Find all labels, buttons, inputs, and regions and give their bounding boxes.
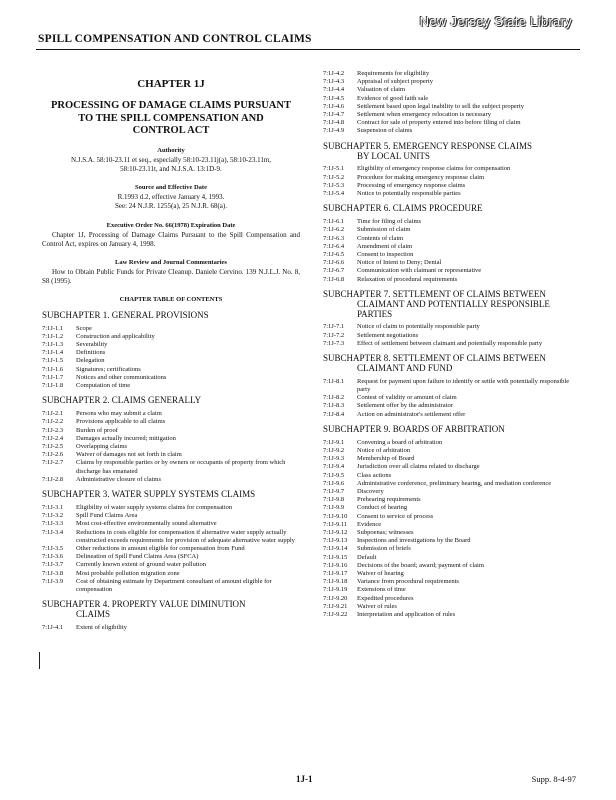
section-title: Action on administrator's settlement offer xyxy=(357,410,466,418)
section-title: Delegation xyxy=(76,357,105,365)
section-title: Discovery xyxy=(357,487,384,495)
right-table-of-contents xyxy=(323,142,579,620)
toc-entry xyxy=(323,174,579,182)
section-number: 7:1J-4.8 xyxy=(323,119,345,127)
toc-entry xyxy=(323,119,579,127)
section-title: Eligibility of water supply systems claims for compensation xyxy=(76,503,233,511)
section-title: Severability xyxy=(76,341,108,349)
section-title: Waiver of damages not set forth in claim xyxy=(76,451,182,459)
toc-entry xyxy=(323,127,579,135)
section-title: Relaxation of procedural requirements xyxy=(357,275,458,283)
section-number: 7:1J-9.21 xyxy=(323,602,348,610)
toc-entry xyxy=(42,624,300,632)
section-title: Suspension of claims xyxy=(357,127,413,135)
page-number: 1J-1 xyxy=(296,774,313,784)
section-number: 7:1J-6.8 xyxy=(323,275,345,283)
section-number: 7:1J-1.6 xyxy=(42,365,64,373)
subchapter-heading-line: SUBCHAPTER 6. CLAIMS PROCEDURE xyxy=(323,203,483,214)
section-number: 7:1J-3.7 xyxy=(42,561,64,569)
section-number: 7:1J-9.11 xyxy=(323,520,348,528)
toc-entry xyxy=(323,218,579,226)
section-title: Construction and applicability xyxy=(76,332,155,340)
subchapter-heading-line: CLAIMANT AND FUND xyxy=(357,362,453,373)
toc-entry xyxy=(42,476,300,484)
toc-entry xyxy=(42,349,300,357)
subchapter-heading xyxy=(42,490,300,500)
section-number: 7:1J-6.1 xyxy=(323,218,345,226)
section-title: Burden of proof xyxy=(76,426,118,434)
section-title: Default xyxy=(357,553,377,561)
section-number: 7:1J-5.2 xyxy=(323,173,345,181)
section-number: 7:1J-4.2 xyxy=(323,70,345,77)
section-title: Administrative conference, preliminary hearing, and mediation conference xyxy=(357,479,552,487)
toc-entry xyxy=(323,235,579,243)
section-title: Notices and other communications xyxy=(76,373,167,381)
toc-entry xyxy=(323,411,579,419)
section-title: Most probable pollution migration zone xyxy=(76,569,180,577)
section-title: Convening a board of arbitration xyxy=(357,438,443,446)
section-number: 7:1J-5.3 xyxy=(323,181,345,189)
section-title: Spill Fund Claims Area xyxy=(76,512,138,520)
section-title: Prehearing requirements xyxy=(357,496,421,504)
toc-entry xyxy=(42,325,300,333)
section-number: 7:1J-9.19 xyxy=(323,586,348,594)
toc-entry xyxy=(323,340,579,348)
section-title: Class actions xyxy=(357,471,392,479)
toc-entry xyxy=(323,562,579,570)
toc-entry xyxy=(323,243,579,251)
section-number: 7:1J-9.13 xyxy=(323,537,348,545)
section-title: Decisions of the board; award; payment of claim xyxy=(357,561,484,569)
section-number: 7:1J-1.2 xyxy=(42,332,64,340)
section-title: Subpoenas; witnesses xyxy=(357,528,414,536)
toc-entry xyxy=(323,537,579,545)
source-line: See: 24 N.J.R. 1255(a), 25 N.J.R. 68(a). xyxy=(115,202,227,211)
subchapter-heading xyxy=(323,290,579,320)
section-title: Waiver of rules xyxy=(357,602,397,610)
toc-entry xyxy=(323,595,579,603)
section-number: 7:1J-4.3 xyxy=(323,78,345,86)
running-head: SPILL COMPENSATION AND CONTROL CLAIMS xyxy=(38,33,312,45)
section-title: Consent to inspection xyxy=(357,250,414,258)
section-number: 7:1J-6.3 xyxy=(323,234,345,242)
section-number: 7:1J-3.9 xyxy=(42,577,64,585)
section-title: Eligibility of emergency response claims for compensation xyxy=(357,165,511,173)
toc-entry xyxy=(42,366,300,374)
section-number: 7:1J-3.6 xyxy=(42,553,64,561)
toc-entry xyxy=(323,70,579,78)
section-number: 7:1J-9.22 xyxy=(323,610,348,618)
executive-order-label: Executive Order No. 66(1978) Expiration Date xyxy=(106,221,236,229)
subchapter-heading xyxy=(323,204,579,214)
section-number: 7:1J-9.20 xyxy=(323,594,348,602)
section-number: 7:1J-6.5 xyxy=(323,250,345,258)
chapter-heading-line: CONTROL ACT xyxy=(132,125,210,137)
section-title: Extensions of time xyxy=(357,586,406,594)
section-number: 7:1J-3.1 xyxy=(42,503,64,511)
section-number: 7:1J-2.4 xyxy=(42,434,64,442)
toc-entry xyxy=(323,603,579,611)
toc-entry xyxy=(323,267,579,275)
toc-entry xyxy=(323,472,579,480)
toc-entry xyxy=(42,520,300,528)
left-column xyxy=(42,70,300,632)
section-title: Cost of obtaining estimate by Department consultant of amount eligible for compensation xyxy=(76,577,272,593)
section-title: Reductions in costs eligible for compensation if alternative water supply actually constructed exceeds requirements for provision of adequate alternative water supply xyxy=(76,528,295,544)
section-number: 7:1J-9.8 xyxy=(323,496,345,504)
section-number: 7:1J-8.2 xyxy=(323,394,345,402)
right-continued-items xyxy=(323,70,579,136)
section-title: Notice of arbitration xyxy=(357,446,411,454)
section-number: 7:1J-4.5 xyxy=(323,94,345,102)
toc-entry xyxy=(323,378,579,394)
section-title: Request for payment upon failure to identify or settle with potentially responsible party xyxy=(357,377,570,393)
section-number: 7:1J-9.5 xyxy=(323,471,345,479)
toc-entry xyxy=(323,529,579,537)
subchapter-heading-line: SUBCHAPTER 2. CLAIMS GENERALLY xyxy=(42,395,202,406)
section-title: Evidence of good faith sale xyxy=(357,94,429,102)
section-title: Contest of validity or amount of claim xyxy=(357,394,457,402)
source-label: Source and Effective Date xyxy=(135,184,207,192)
law-review-label: Law Review and Journal Commentaries xyxy=(115,259,227,267)
section-number: 7:1J-8.4 xyxy=(323,410,345,418)
toc-entry xyxy=(42,427,300,435)
toc-entry xyxy=(323,545,579,553)
toc-entry xyxy=(323,586,579,594)
toc-entry xyxy=(323,455,579,463)
section-number: 7:1J-8.1 xyxy=(323,377,345,385)
section-number: 7:1J-3.5 xyxy=(42,544,64,552)
toc-entry xyxy=(323,78,579,86)
subchapter-heading-line: SUBCHAPTER 7. SETTLEMENT OF CLAIMS BETWEEN xyxy=(323,288,546,299)
section-title: Appraisal of subject property xyxy=(357,78,433,86)
section-title: Overlapping claims xyxy=(76,443,128,450)
subchapter-heading-line: SUBCHAPTER 5. EMERGENCY RESPONSE CLAIMS xyxy=(323,140,532,151)
section-title: Jurisdiction over all claims related to discharge xyxy=(357,463,480,471)
section-title: Administrative closure of claims xyxy=(76,475,162,483)
section-title: Extent of eligibility xyxy=(76,623,127,631)
authority-text xyxy=(42,156,300,174)
section-number: 7:1J-4.7 xyxy=(323,111,345,119)
section-title: Most cost-effective environmentally sound alternative xyxy=(76,520,217,528)
library-stamp: New Jersey State Library xyxy=(419,14,572,29)
section-number: 7:1J-2.7 xyxy=(42,459,64,467)
toc-entry xyxy=(323,259,579,267)
toc-entry xyxy=(42,512,300,520)
section-number: 7:1J-7.1 xyxy=(323,323,345,331)
toc-entry xyxy=(323,95,579,103)
section-title: Contract for sale of property entered into before filing of claim xyxy=(357,119,521,127)
section-number: 7:1J-6.4 xyxy=(323,242,345,250)
section-number: 7:1J-6.7 xyxy=(323,267,345,275)
toc-entry xyxy=(323,182,579,190)
toc-entry xyxy=(323,251,579,259)
section-title: Settlement offer by the administrator xyxy=(357,402,453,410)
section-number: 7:1J-1.4 xyxy=(42,349,64,357)
section-number: 7:1J-4.9 xyxy=(323,127,345,135)
subchapter-heading xyxy=(323,354,579,374)
section-number: 7:1J-9.7 xyxy=(323,487,345,495)
subchapter-heading-line: PARTIES xyxy=(357,308,393,319)
subchapter-heading-line: BY LOCAL UNITS xyxy=(357,150,430,161)
toc-entry xyxy=(323,447,579,455)
section-number: 7:1J-9.10 xyxy=(323,512,348,520)
section-title: Submission of claim xyxy=(357,226,411,234)
section-number: 7:1J-9.12 xyxy=(323,528,348,536)
section-title: Procedure for making emergency response claim xyxy=(357,173,485,181)
chapter-heading-line: TO THE SPILL COMPENSATION AND xyxy=(78,112,264,124)
toc-entry xyxy=(323,332,579,340)
section-title: Notice of Intent to Deny; Denial xyxy=(357,259,442,267)
toc-entry xyxy=(323,111,579,119)
toc-entry xyxy=(42,578,300,594)
section-number: 7:1J-9.15 xyxy=(323,553,348,561)
section-title: Other reductions in amount eligible for compensation from Fund xyxy=(76,544,245,552)
toc-entry xyxy=(323,276,579,284)
margin-mark xyxy=(39,652,40,669)
section-title: Processing of emergency response claims xyxy=(357,181,466,189)
section-number: 7:1J-9.1 xyxy=(323,438,345,446)
chapter-heading xyxy=(42,100,300,138)
toc-entry xyxy=(42,459,300,475)
subchapter-heading xyxy=(323,425,579,435)
section-title: Variance from procedural requirements xyxy=(357,578,459,586)
section-number: 7:1J-9.17 xyxy=(323,569,348,577)
section-number: 7:1J-2.3 xyxy=(42,426,64,434)
section-number: 7:1J-1.5 xyxy=(42,357,64,365)
section-number: 7:1J-2.6 xyxy=(42,451,64,459)
toc-entry xyxy=(42,443,300,451)
toc-entry xyxy=(42,382,300,390)
toc-entry xyxy=(323,226,579,234)
section-title: Notice to potentially responsible parties xyxy=(357,190,461,198)
toc-entry xyxy=(323,480,579,488)
toc-entry xyxy=(323,504,579,512)
toc-entry xyxy=(323,86,579,94)
section-title: Persons who may submit a claim xyxy=(76,410,162,418)
section-number: 7:1J-7.3 xyxy=(323,339,345,347)
header-rule xyxy=(36,49,580,50)
supplement-date: Supp. 8-4-97 xyxy=(531,774,576,784)
section-number: 7:1J-9.2 xyxy=(323,446,345,454)
source-line: R.1993 d.2, effective January 4, 1993. xyxy=(117,193,225,202)
law-review-text: How to Obtain Public Funds for Private Cleanup. Daniele Cervino. 139 N.J.L.J. No. 8, S8 (1995). xyxy=(42,268,300,286)
toc-entry xyxy=(323,513,579,521)
section-number: 7:1J-9.4 xyxy=(323,463,345,471)
subchapter-heading-line: SUBCHAPTER 4. PROPERTY VALUE DIMINUTION xyxy=(42,599,246,610)
section-number: 7:1J-8.3 xyxy=(323,402,345,410)
section-title: Currently known extent of ground water pollution xyxy=(76,561,206,569)
toc-entry xyxy=(42,529,300,545)
section-number: 7:1J-4.6 xyxy=(323,102,345,110)
section-number: 7:1J-9.14 xyxy=(323,545,348,553)
section-number: 7:1J-1.7 xyxy=(42,373,64,381)
section-number: 7:1J-5.4 xyxy=(323,190,345,198)
section-number: 7:1J-3.8 xyxy=(42,569,64,577)
toc-entry xyxy=(42,553,300,561)
section-number: 7:1J-3.4 xyxy=(42,528,64,536)
subchapter-heading-line: SUBCHAPTER 3. WATER SUPPLY SYSTEMS CLAIMS xyxy=(42,489,256,500)
section-title: Scope xyxy=(76,324,92,332)
subchapter-heading-line: SUBCHAPTER 8. SETTLEMENT OF CLAIMS BETWEEN xyxy=(323,353,546,364)
toc-entry xyxy=(42,545,300,553)
toc-entry xyxy=(323,578,579,586)
section-number: 7:1J-2.5 xyxy=(42,443,64,450)
toc-entry xyxy=(323,488,579,496)
toc-entry xyxy=(323,463,579,471)
section-number: 7:1J-2.1 xyxy=(42,410,64,418)
subchapter-heading xyxy=(42,600,300,620)
section-title: Conduct of hearing xyxy=(357,504,408,512)
subchapter-heading xyxy=(42,396,300,406)
section-number: 7:1J-6.6 xyxy=(323,259,345,267)
authority-line: N.J.S.A. 58:10-23.11 et seq., especially 58:10-23.11j(a), 58:10-23.11m, xyxy=(70,155,272,164)
toc-entry xyxy=(323,323,579,331)
toc-entry xyxy=(323,103,579,111)
chapter-number: CHAPTER 1J xyxy=(137,78,205,90)
toc-entry xyxy=(42,570,300,578)
section-title: Interpretation and application of rules xyxy=(357,610,456,618)
section-title: Membership of Board xyxy=(357,455,415,463)
section-title: Definitions xyxy=(76,349,106,357)
executive-order-text: Chapter 1J, Processing of Damage Claims Pursuant to the Spill Compensation and Control Act, expires on January 4, 1998. xyxy=(42,230,300,248)
section-title: Effect of settlement between claimant and potentially responsible party xyxy=(357,339,543,347)
section-title: Communication with claimant or representative xyxy=(357,267,482,275)
section-number: 7:1J-2.8 xyxy=(42,475,64,483)
toc-entry xyxy=(42,561,300,569)
subchapter-heading-line: SUBCHAPTER 1. GENERAL PROVISIONS xyxy=(42,309,209,320)
section-number: 7:1J-5.1 xyxy=(323,165,345,173)
toc-title: CHAPTER TABLE OF CONTENTS xyxy=(119,295,223,303)
section-number: 7:1J-1.3 xyxy=(42,341,64,349)
section-title: Submission of briefs xyxy=(357,545,411,553)
section-title: Amendment of claim xyxy=(357,242,413,250)
section-title: Damages actually incurred; mitigation xyxy=(76,434,176,442)
subchapter-heading-line: CLAIMANT AND POTENTIALLY RESPONSIBLE xyxy=(357,298,550,309)
toc-entry xyxy=(42,418,300,426)
toc-entry xyxy=(323,190,579,198)
toc-entry xyxy=(42,374,300,382)
section-title: Expedited procedures xyxy=(357,594,414,602)
toc-entry xyxy=(323,402,579,410)
subchapter-heading xyxy=(42,311,300,321)
toc-entry xyxy=(323,439,579,447)
toc-entry xyxy=(42,504,300,512)
section-number: 7:1J-9.16 xyxy=(323,561,348,569)
section-title: Settlement negotiations xyxy=(357,331,419,339)
section-number: 7:1J-4.4 xyxy=(323,86,345,94)
toc-entry xyxy=(323,554,579,562)
section-title: Contents of claim xyxy=(357,234,404,242)
toc-entry xyxy=(323,521,579,529)
section-title: Delineation of Spill Fund Claims Area (SFCA) xyxy=(76,553,199,561)
toc-entry xyxy=(323,394,579,402)
section-number: 7:1J-6.2 xyxy=(323,226,345,234)
section-title: Valuation of claim xyxy=(357,86,406,94)
toc-entry xyxy=(42,357,300,365)
section-number: 7:1J-9.3 xyxy=(323,455,345,463)
right-column xyxy=(323,70,579,619)
toc-entry xyxy=(42,451,300,459)
section-title: Consent to service of process xyxy=(357,512,434,520)
section-number: 7:1J-9.6 xyxy=(323,479,345,487)
toc-entry xyxy=(42,435,300,443)
section-title: Time for filing of claims xyxy=(357,218,422,226)
section-number: 7:1J-9.18 xyxy=(323,578,348,586)
section-title: Claims by responsible parties or by owners or occupants of property from which discharge has emanated xyxy=(76,459,286,475)
authority-label: Authority xyxy=(157,146,185,154)
section-title: Evidence xyxy=(357,520,382,528)
chapter-heading-line: PROCESSING OF DAMAGE CLAIMS PURSUANT xyxy=(51,100,291,111)
section-title: Settlement based upon legal inability to sell the subject property xyxy=(357,102,524,110)
toc-entry xyxy=(323,570,579,578)
section-number: 7:1J-1.1 xyxy=(42,324,64,332)
section-number: 7:1J-4.1 xyxy=(42,623,64,631)
section-title: Provisions applicable to all claims xyxy=(76,418,166,426)
section-number: 7:1J-9.9 xyxy=(323,504,345,512)
subchapter-heading-line: SUBCHAPTER 9. BOARDS OF ARBITRATION xyxy=(323,423,505,434)
source-text xyxy=(42,193,300,211)
section-title: Requirements for eligibility xyxy=(357,70,430,77)
section-number: 7:1J-1.8 xyxy=(42,382,64,390)
subchapter-heading-line: CLAIMS xyxy=(76,609,111,620)
toc-entry xyxy=(42,341,300,349)
toc-entry xyxy=(323,496,579,504)
toc-entry xyxy=(323,165,579,173)
subchapter-heading xyxy=(323,142,579,162)
section-title: Computation of time xyxy=(76,382,131,390)
section-number: 7:1J-3.2 xyxy=(42,512,64,520)
section-number: 7:1J-3.3 xyxy=(42,520,64,528)
section-number: 7:1J-7.2 xyxy=(323,331,345,339)
toc-entry xyxy=(42,410,300,418)
section-title: Settlement when emergency relocation is necessary xyxy=(357,111,491,119)
section-title: Inspections and investigations by the Board xyxy=(357,537,471,545)
section-title: Notice of claim to potentially responsible party xyxy=(357,323,480,331)
toc-entry xyxy=(323,611,579,619)
section-number: 7:1J-2.2 xyxy=(42,418,64,426)
section-title: Waiver of hearing xyxy=(357,569,404,577)
section-title: Signatures; certifications xyxy=(76,365,141,373)
authority-line: 58:10-23.11t, and N.J.S.A. 13:1D-9. xyxy=(120,164,222,173)
left-table-of-contents xyxy=(42,311,300,632)
toc-entry xyxy=(42,333,300,341)
